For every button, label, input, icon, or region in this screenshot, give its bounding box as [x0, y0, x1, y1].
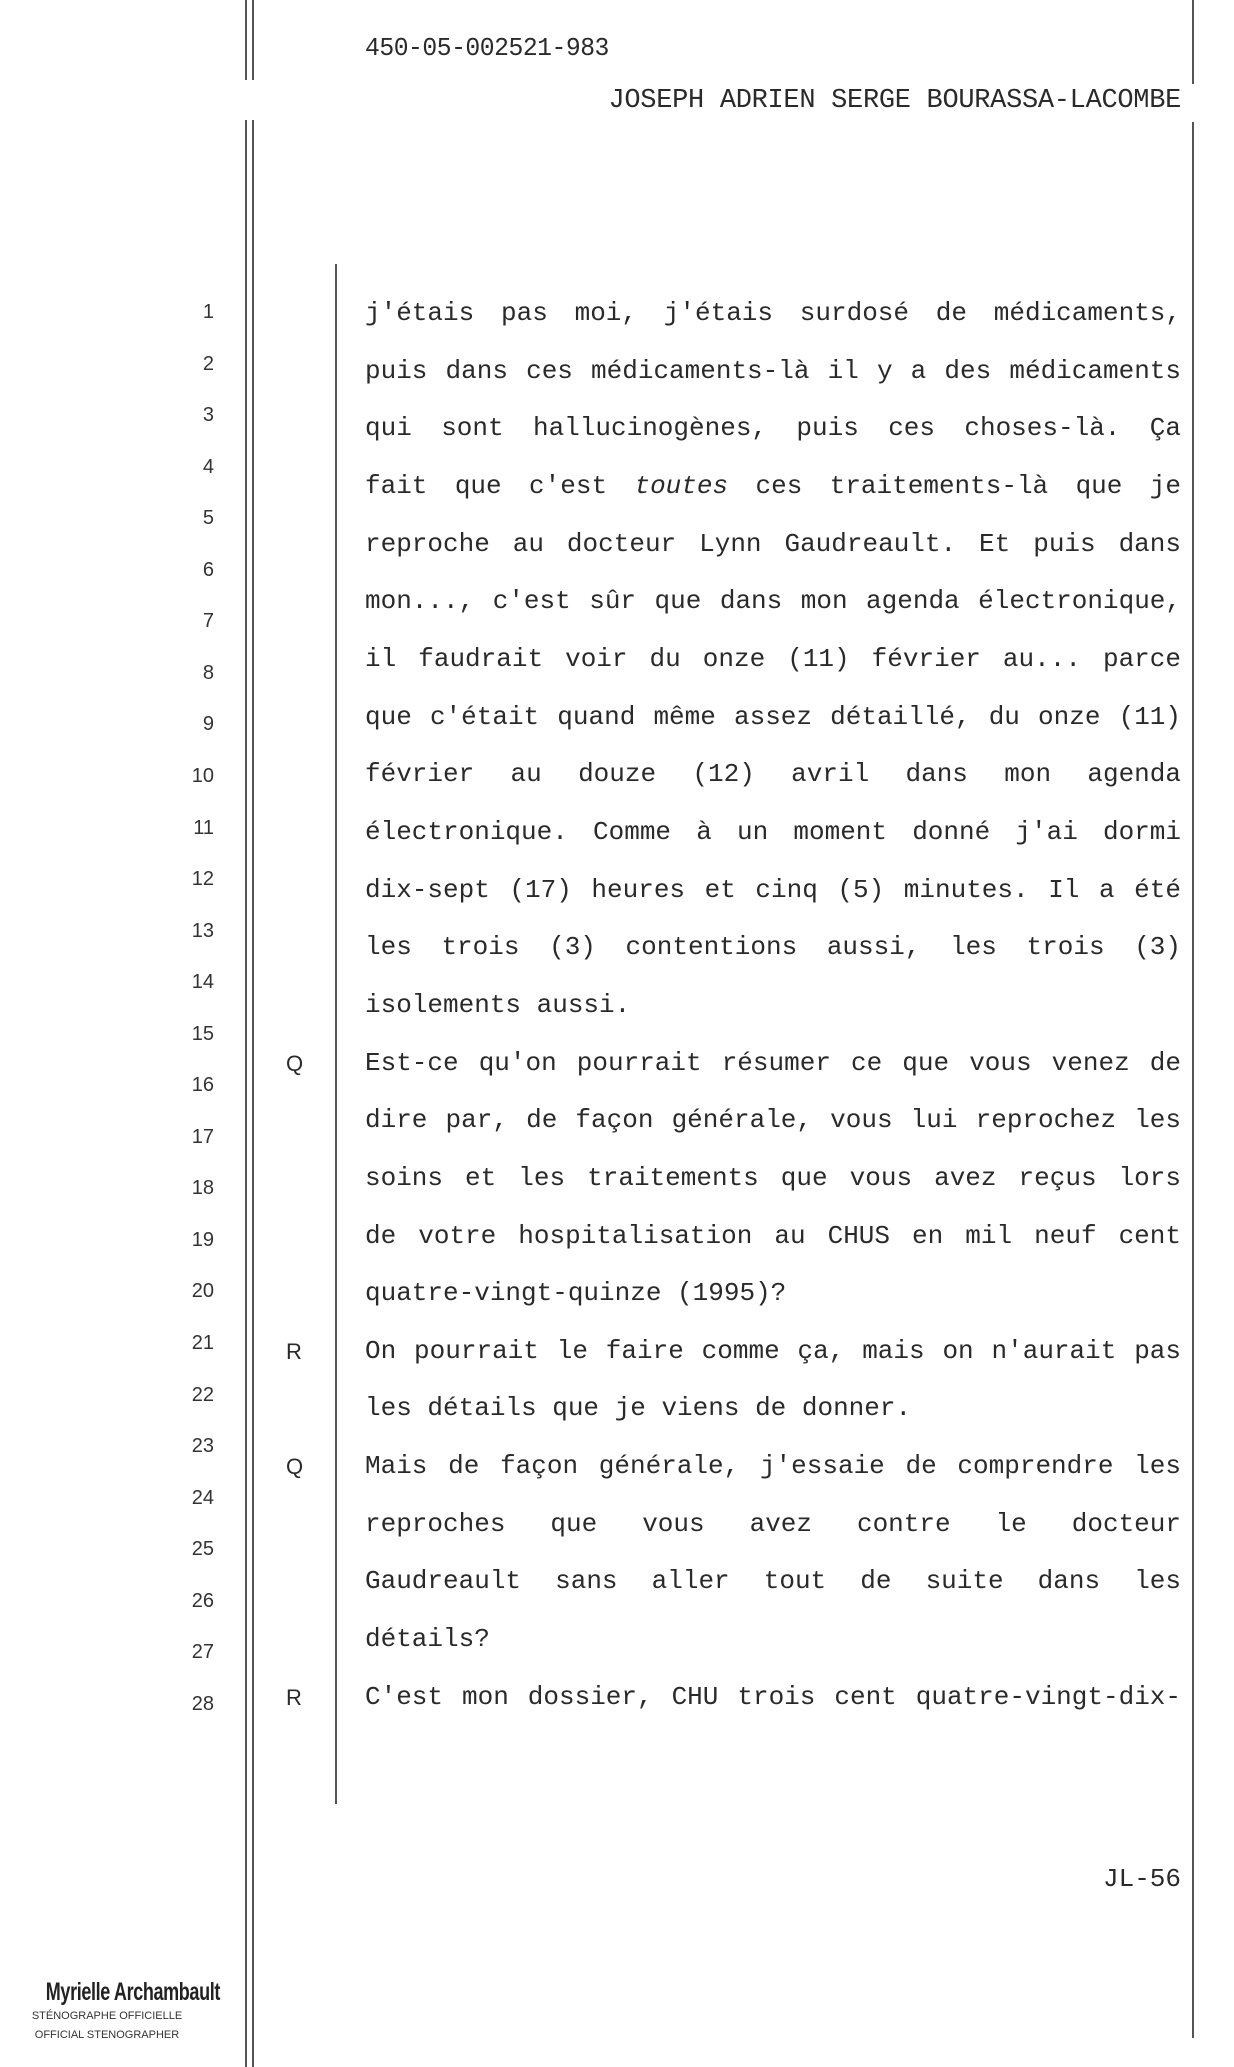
transcript-line: février au douze (12) avril dans mon agenda [365, 759, 1181, 790]
line-number: 2 [202, 352, 214, 375]
transcript-line: j'étais pas moi, j'étais surdosé de médicaments, [365, 298, 1181, 328]
line-number: 24 [191, 1486, 214, 1509]
transcript-line: les trois (3) contentions aussi, les trois (3) [365, 932, 1181, 963]
line-number: 8 [202, 661, 214, 684]
stenographer-name: Myrielle Archambault [45, 1978, 220, 2006]
transcript-line: Gaudreault sans aller tout de suite dans les [365, 1566, 1181, 1597]
transcript-line: mon..., c'est sûr que dans mon agenda électronique, [365, 586, 1181, 617]
line-number: 9 [202, 713, 214, 736]
speaker-label: Q [286, 1454, 304, 1480]
line-number: 15 [191, 1022, 214, 1045]
line-number: 19 [191, 1228, 214, 1251]
page-reference: JL-56 [1102, 1864, 1181, 1894]
transcript-line [365, 458, 1181, 516]
witness-name: JOSEPH ADRIEN SERGE BOURASSA-LACOMBE [608, 86, 1181, 116]
transcript-line: de votre hospitalisation au CHUS en mil neuf cent [365, 1220, 1181, 1251]
margin-rule-left-inner [252, 0, 254, 80]
line-number: 1 [202, 301, 214, 323]
line-number: 18 [191, 1177, 214, 1200]
line-number: 5 [202, 507, 214, 530]
margin-rule-right [1192, 0, 1194, 84]
stenographer-stamp [22, 1978, 220, 2045]
transcript-line: quatre-vingt-quinze (1995)? [365, 1278, 787, 1309]
line-number: 14 [191, 971, 214, 994]
transcript-line: électronique. Comme à un moment donné j'ai dormi [365, 816, 1181, 847]
speaker-label: Q [286, 1050, 304, 1076]
line-number: 13 [191, 919, 214, 942]
transcript-line: On pourrait le faire comme ça, mais on n'aurait pas [365, 1335, 1181, 1366]
line-number: 23 [191, 1435, 214, 1458]
line-number: 4 [202, 455, 214, 478]
transcript-line: isolements aussi. [365, 989, 631, 1020]
line-number: 11 [193, 816, 214, 839]
emphasis-text: toutes [634, 470, 729, 501]
line-number: 16 [191, 1074, 214, 1097]
transcript-line: puis dans ces médicaments-là il y a des médicaments [365, 355, 1181, 386]
line-number: 26 [191, 1589, 214, 1612]
line-number: 22 [191, 1383, 214, 1406]
speaker-label: R [286, 1684, 302, 1710]
speaker-label: R [286, 1338, 302, 1364]
line-number: 25 [191, 1538, 214, 1561]
transcript-line: Est-ce qu'on pourrait résumer ce que vous venez de [365, 1047, 1181, 1078]
speaker-column-rule [335, 264, 337, 1804]
transcript-line: que c'était quand même assez détaillé, du onze (11) [365, 701, 1181, 732]
line-number: 28 [191, 1692, 214, 1715]
transcript-line: reproches que vous avez contre le docteur [365, 1508, 1181, 1539]
line-number: 20 [191, 1280, 214, 1303]
line-segment: ces traitements-là que je [728, 470, 1181, 501]
line-number: 3 [202, 404, 214, 427]
line-number: 10 [191, 764, 214, 787]
transcript-line: détails? [365, 1624, 490, 1655]
stenographer-title-fr: STÉNOGRAPHE OFFICIELLE [31, 2010, 183, 2022]
transcript-line: dire par, de façon générale, vous lui reprochez les [365, 1105, 1181, 1136]
margin-rule-left-outer [245, 120, 247, 2067]
margin-rule-right [1192, 122, 1194, 2038]
transcript-line: reproche au docteur Lynn Gaudreault. Et puis dans [365, 528, 1181, 559]
stenographer-title-en: OFFICIAL STENOGRAPHER [34, 2029, 180, 2041]
line-number: 12 [191, 868, 214, 891]
transcript-line: Mais de façon générale, j'essaie de comprendre les [365, 1451, 1181, 1482]
line-number: 7 [202, 610, 214, 633]
line-segment: fait que c'est [365, 470, 635, 501]
case-number: 450-05-002521-983 [365, 33, 609, 63]
transcript-line: il faudrait voir du onze (11) février au... parce [365, 643, 1181, 674]
transcript-line: soins et les traitements que vous avez reçus lors [365, 1162, 1181, 1193]
transcript-body [365, 285, 1181, 1726]
line-number: 6 [202, 558, 214, 581]
line-number: 17 [191, 1125, 214, 1148]
line-number: 21 [191, 1332, 214, 1354]
transcript-line: qui sont hallucinogènes, puis ces choses-là. Ça [365, 413, 1181, 444]
transcript-line: C'est mon dossier, CHU trois cent quatre-vingt-dix- [365, 1681, 1181, 1712]
line-number: 27 [191, 1641, 214, 1664]
margin-rule-left-inner [252, 120, 254, 2067]
transcript-line: les détails que je viens de donner. [365, 1393, 912, 1424]
transcript-line: dix-sept (17) heures et cinq (5) minutes. Il a été [365, 874, 1181, 905]
margin-rule-left-outer [245, 0, 247, 80]
